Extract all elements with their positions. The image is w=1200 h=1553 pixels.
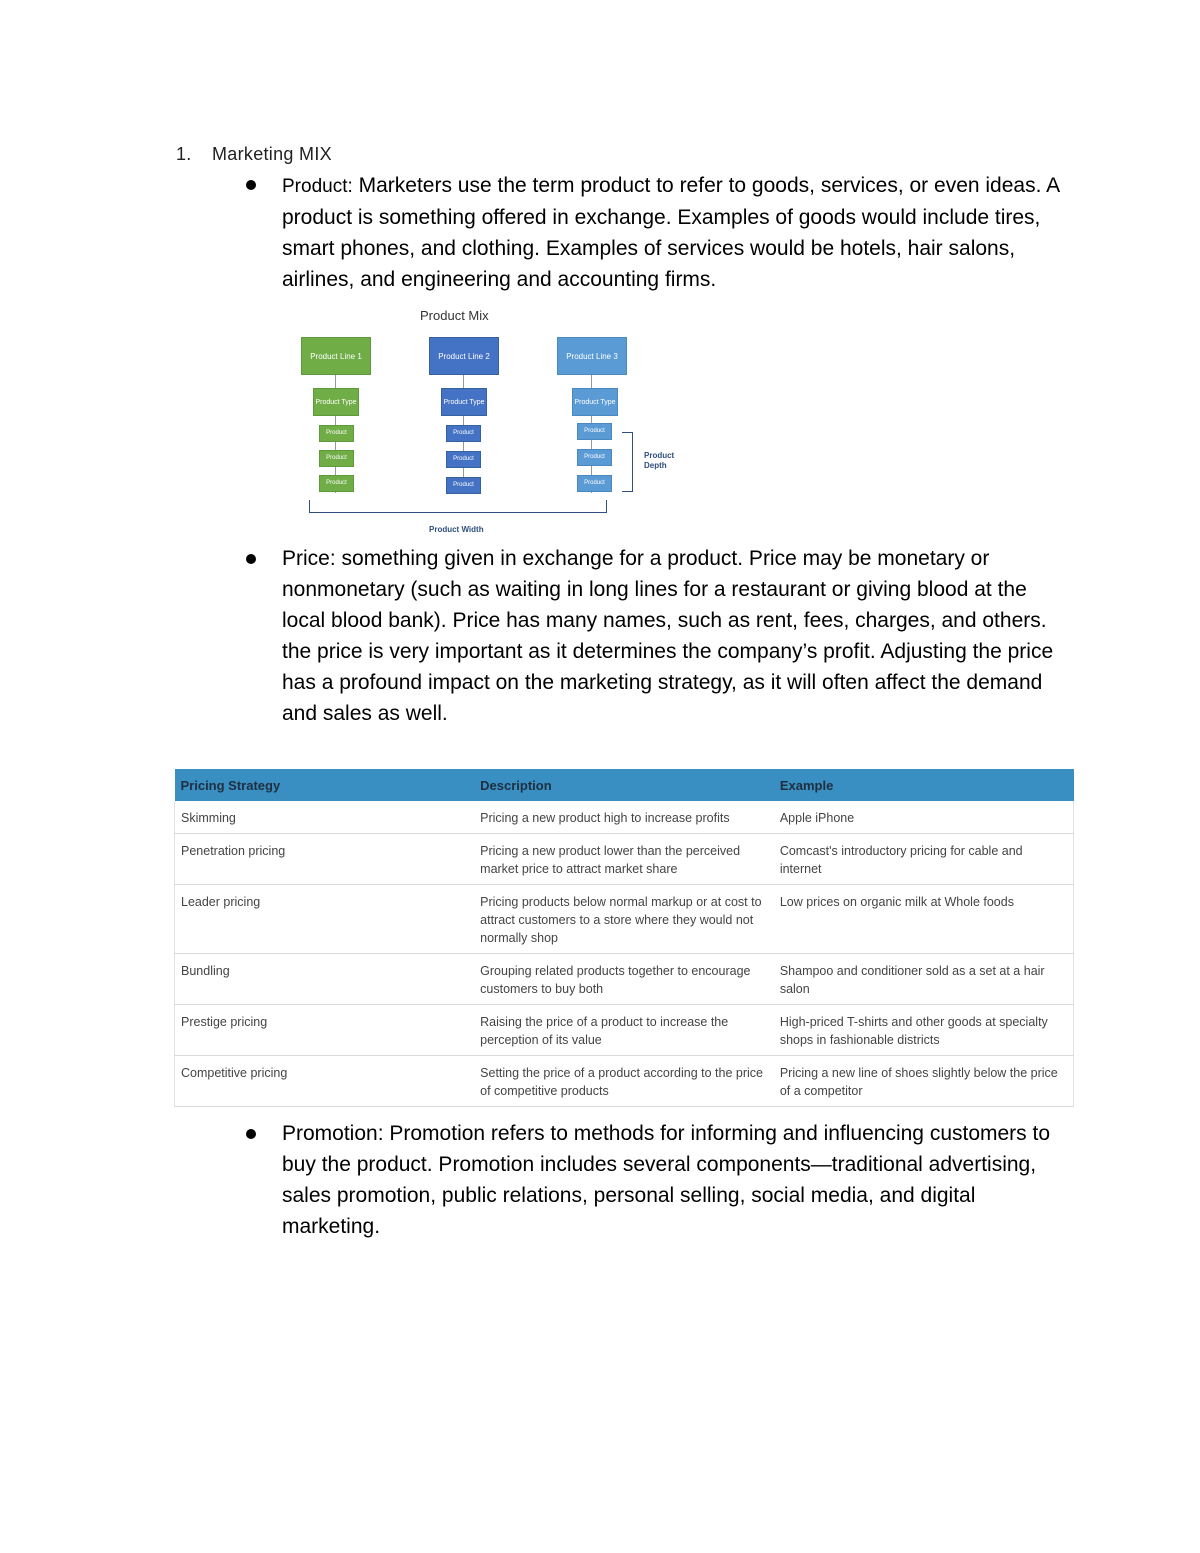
column-header: Description (474, 769, 774, 801)
description-cell: Grouping related products together to encourage customers to buy both (474, 954, 774, 1005)
product-type: Product Type (313, 388, 359, 416)
width-bracket (309, 500, 607, 513)
list-number: 1. (176, 144, 192, 164)
table-row (175, 1005, 1074, 1056)
strategy-cell: Competitive pricing (175, 1056, 475, 1107)
example-cell: Shampoo and conditioner sold as a set at a hair salon (774, 954, 1074, 1005)
example-cell: Comcast's introductory pricing for cable and internet (774, 834, 1074, 885)
example-cell: Pricing a new line of shoes slightly below the price of a competitor (774, 1056, 1074, 1107)
product-box: Product (319, 475, 354, 492)
product-box: Product (577, 449, 612, 466)
example-cell: High-priced T-shirts and other goods at specialty shops in fashionable districts (774, 1005, 1074, 1056)
table-row (175, 801, 1074, 834)
bullet-icon (246, 554, 256, 564)
description-cell: Setting the price of a product according to the price of competitive products (474, 1056, 774, 1107)
product-line-2: Product Line 2 (429, 337, 499, 375)
product-text: Marketers use the term product to refer to goods, services, or even ideas. A product is something offered in exchange. Examples of goods would include tires, smart phones, and clothing. Examples of services would be hotels, hair salons, airlines, and engineering and accounting firms. (282, 174, 1059, 291)
description-cell: Pricing a new product lower than the perceived market price to attract market share (474, 834, 774, 885)
product-label: Product: (282, 176, 353, 197)
product-line-1: Product Line 1 (301, 337, 371, 375)
column-header: Pricing Strategy (175, 769, 475, 801)
product-type: Product Type (572, 388, 618, 416)
example-cell: Apple iPhone (774, 801, 1074, 834)
product-box: Product (446, 477, 481, 494)
strategy-cell: Leader pricing (175, 885, 475, 954)
description-cell: Raising the price of a product to increase the perception of its value (474, 1005, 774, 1056)
diagram-title: Product Mix (420, 308, 489, 323)
section-heading (176, 144, 332, 165)
product-depth-label: Product Depth (644, 451, 675, 470)
strategy-cell: Penetration pricing (175, 834, 475, 885)
heading-title: Marketing MIX (212, 144, 332, 164)
description-cell: Pricing a new product high to increase profits (474, 801, 774, 834)
example-cell: Low prices on organic milk at Whole foods (774, 885, 1074, 954)
table-row (175, 885, 1074, 954)
product-paragraph (282, 170, 1072, 295)
column-header: Example (774, 769, 1074, 801)
table-row (175, 1056, 1074, 1107)
product-box: Product (577, 475, 612, 492)
strategy-cell: Skimming (175, 801, 475, 834)
product-mix-diagram (290, 300, 710, 545)
table-header-row (175, 769, 1074, 801)
product-width-label: Product Width (429, 525, 484, 534)
product-box: Product (577, 423, 612, 440)
depth-bracket (622, 432, 633, 492)
description-cell: Pricing products below normal markup or at cost to attract customers to a store where they would not normally shop (474, 885, 774, 954)
price-paragraph: Price: something given in exchange for a product. Price may be monetary or nonmonetary (such as waiting in long lines for a restaurant or giving blood at the local blood bank). Price has many names, such as rent, fees, charges, and others. the price is very important as it determines the company’s profit. Adjusting the price has a profound impact on the marketing strategy, as it will often affect the demand and sales as well. (282, 547, 1054, 725)
product-box: Product (446, 451, 481, 468)
table-row (175, 954, 1074, 1005)
strategy-cell: Prestige pricing (175, 1005, 475, 1056)
strategy-cell: Bundling (175, 954, 475, 1005)
product-type: Product Type (441, 388, 487, 416)
product-line-3: Product Line 3 (557, 337, 627, 375)
product-box: Product (446, 425, 481, 442)
promotion-paragraph: Promotion: Promotion refers to methods for informing and influencing customers to buy the product. Promotion includes several components—traditional advertising, sales promotion, public relations, personal selling, social media, and digital marketing. (282, 1122, 1051, 1238)
bullet-icon (246, 180, 256, 190)
product-box: Product (319, 450, 354, 467)
pricing-strategy-table (174, 769, 1074, 1107)
bullet-icon (246, 1129, 256, 1139)
product-box: Product (319, 425, 354, 442)
table-row (175, 834, 1074, 885)
